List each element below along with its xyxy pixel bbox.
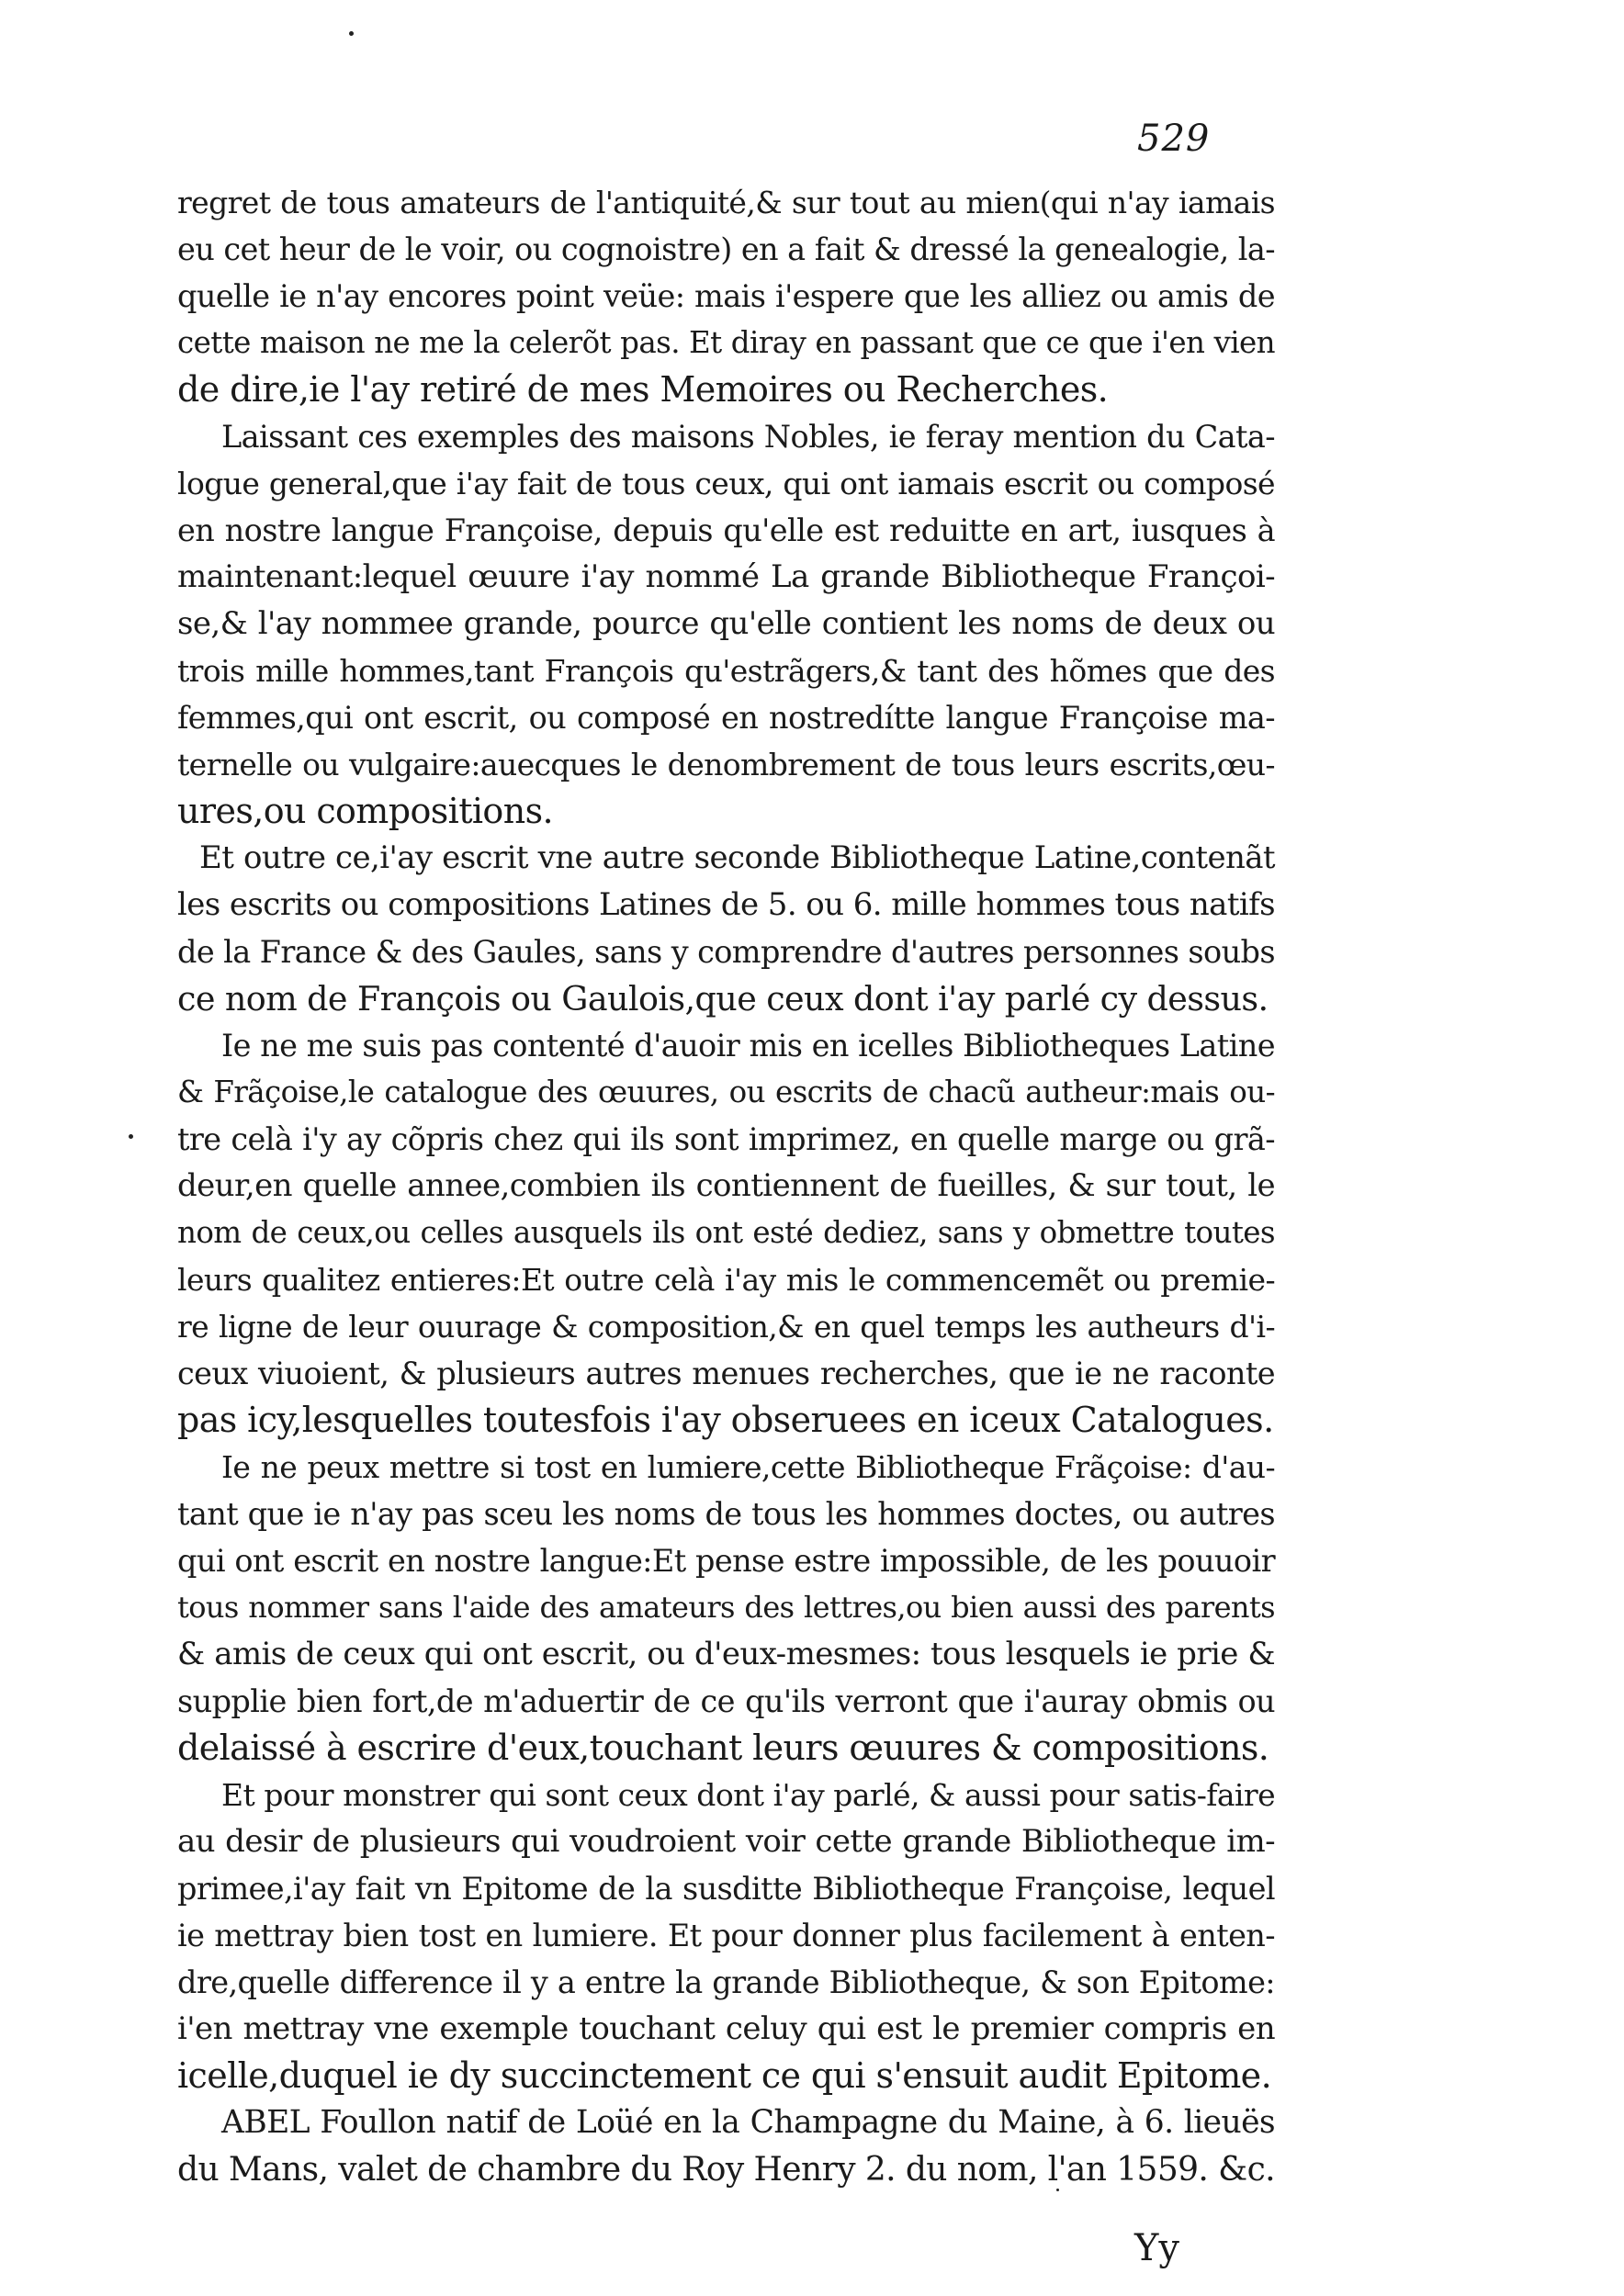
text-line: cette maison ne me la celerõt pas. Et diray en passant que ce que i'en vien xyxy=(177,325,1275,360)
text-line: tre celà i'y ay cõpris chez qui ils sont imprimez, en quelle marge ou grã- xyxy=(177,1121,1275,1157)
text-line: icelle,duquel ie dy succinctement ce qui s'ensuit audit Epitome. xyxy=(177,2055,1272,2096)
paragraph-first-line: Ie ne me suis pas contenté d'auoir mis en icelles Bibliotheques Latine xyxy=(221,1028,1275,1064)
text-line: ceux viuoient, & plusieurs autres menues recherches, que ie ne raconte xyxy=(177,1356,1275,1391)
page-number: 529 xyxy=(1137,118,1211,160)
text-line: qui ont escrit en nostre langue:Et pense estre impossible, de les pouuoir xyxy=(177,1543,1275,1579)
text-line: en nostre langue Françoise, depuis qu'elle est reduitte en art, iusques à xyxy=(177,512,1275,548)
text-line: re ligne de leur ouurage & composition,& en quel temps les autheurs d'i- xyxy=(177,1309,1275,1345)
paragraph-first-line: Ie ne peux mettre si tost en lumiere,cette Bibliotheque Frãçoise: d'au- xyxy=(221,1449,1275,1485)
paragraph-first-line: Et pour monstrer qui sont ceux dont i'ay parlé, & aussi pour satis-faire xyxy=(221,1777,1275,1813)
text-line: & amis de ceux qui ont escrit, ou d'eux-mesmes: tous lesquels ie prie & xyxy=(177,1636,1275,1672)
paragraph-first-line: Laissant ces exemples des maisons Nobles, ie feray mention du Cata- xyxy=(221,419,1275,455)
text-line: nom de ceux,ou celles ausquels ils ont esté dediez, sans y obmettre toutes xyxy=(177,1215,1275,1250)
body-text xyxy=(177,179,1275,2193)
text-line: trois mille hommes,tant François qu'estrãgers,& tant des hõmes que des xyxy=(177,653,1275,689)
text-line: ternelle ou vulgaire:auecques le denombrement de tous leurs escrits,œu- xyxy=(177,747,1275,782)
text-line: pas icy,lesquelles toutesfois i'ay obseruees en iceux Catalogues. xyxy=(177,1400,1274,1440)
text-line: de dire,ie l'ay retiré de mes Memoires ou Recherches. xyxy=(177,369,1109,410)
text-line: les escrits ou compositions Latines de 5. ou 6. mille hommes tous natifs xyxy=(177,886,1275,923)
text-line: ures,ou compositions. xyxy=(177,791,553,831)
text-line: dre,quelle difference il y a entre la grande Bibliotheque, & son Epitome: xyxy=(177,1964,1275,2000)
text-line: leurs qualitez entieres:Et outre celà i'ay mis le commencemẽt ou premie- xyxy=(177,1262,1275,1298)
entry-abel-foullon-first-line: ABEL Foullon natif de Loüé en la Champagne du Maine, à 6. lieuës xyxy=(221,2104,1275,2141)
text-line: femmes,qui ont escrit, ou composé en nostredítte langue Françoise ma- xyxy=(177,700,1275,736)
text-line: eu cet heur de le voir, ou cognoistre) en a fait & dressé la genealogie, la- xyxy=(177,231,1275,267)
text-line: delaissé à escrire d'eux,touchant leurs œuures & compositions. xyxy=(177,1728,1269,1768)
text-line: quelle ie n'ay encores point veüe: mais i'espere que les alliez ou amis de xyxy=(177,278,1275,314)
text-line: ie mettray bien tost en lumiere. Et pour donner plus facilement à enten- xyxy=(177,1918,1275,1953)
signature-mark: Yy xyxy=(1134,2227,1180,2269)
text-line: ce nom de François ou Gaulois,que ceux dont i'ay parlé cy dessus. xyxy=(177,979,1269,1019)
paragraph-first-line: Et outre ce,i'ay escrit vne autre seconde Bibliotheque Latine,contenãt xyxy=(199,839,1275,876)
text-line: au desir de plusieurs qui voudroient voir cette grande Bibliotheque im- xyxy=(177,1823,1275,1860)
print-speck xyxy=(349,31,354,36)
text-line: primee,i'ay fait vn Epitome de la susditte Bibliotheque Françoise, lequel xyxy=(177,1871,1275,1907)
text-line: logue general,que i'ay fait de tous ceux, qui ont iamais escrit ou composé xyxy=(177,466,1275,501)
text-line: & Frãçoise,le catalogue des œuures, ou escrits de chacũ autheur:mais ou- xyxy=(177,1075,1275,1109)
entry-abel-foullon-second-line: du Mans, valet de chambre du Roy Henry 2. du nom, l'an 1559. &c. xyxy=(177,2151,1275,2189)
text-line: supplie bien fort,de m'aduertir de ce qu'ils verront que i'auray obmis ou xyxy=(177,1683,1275,1719)
text-line: se,& l'ay nommee grande, pource qu'elle contient les noms de deux ou xyxy=(177,605,1275,642)
text-line: de la France & des Gaules, sans y comprendre d'autres personnes soubs xyxy=(177,934,1275,970)
text-line: deur,en quelle annee,combien ils contiennent de fueilles, & sur tout, le xyxy=(177,1167,1275,1204)
text-line: maintenant:lequel œuure i'ay nommé La grande Bibliotheque Françoi- xyxy=(177,558,1275,595)
text-line: tant que ie n'ay pas sceu les noms de tous les hommes doctes, ou autres xyxy=(177,1496,1275,1532)
print-speck xyxy=(129,1134,133,1139)
text-line: tous nommer sans l'aide des amateurs des lettres,ou bien aussi des parents xyxy=(177,1590,1275,1625)
text-line: i'en mettray vne exemple touchant celuy qui est le premier compris en xyxy=(177,2010,1275,2047)
text-line: regret de tous amateurs de l'antiquité,& sur tout au mien(qui n'ay iamais xyxy=(177,185,1275,220)
